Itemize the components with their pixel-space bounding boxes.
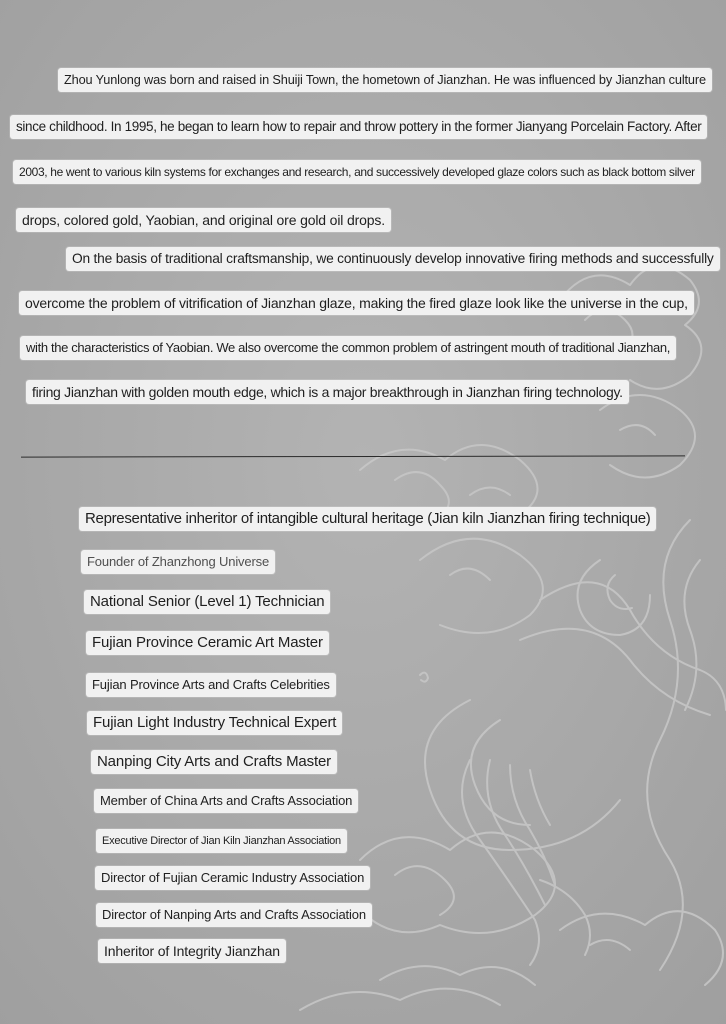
paragraph-line: Zhou Yunlong was born and raised in Shuiji Town, the hometown of Jianzhan. He was influenced by Jianzhan culture <box>58 68 712 92</box>
title-item: Fujian Province Ceramic Art Master <box>86 631 329 655</box>
title-item: Inheritor of Integrity Jianzhan <box>98 939 286 963</box>
paragraph-line: 2003, he went to various kiln systems for exchanges and research, and successively developed glaze colors such as black bottom silver <box>13 160 701 184</box>
paragraph-line: firing Jianzhan with golden mouth edge, which is a major breakthrough in Jianzhan firing technology. <box>26 380 629 404</box>
paragraph-line: with the characteristics of Yaobian. We also overcome the common problem of astringent mouth of traditional Jianzhan, <box>20 336 676 360</box>
title-item: Member of China Arts and Crafts Association <box>94 789 358 813</box>
paragraph-line: overcome the problem of vitrification of Jianzhan glaze, making the fired glaze look like the universe in the cup, <box>19 291 694 315</box>
title-item: Representative inheritor of intangible cultural heritage (Jian kiln Jianzhan firing technique) <box>79 507 656 531</box>
title-item: National Senior (Level 1) Technician <box>84 590 330 614</box>
title-item: Director of Nanping Arts and Crafts Association <box>96 903 372 927</box>
title-item: Executive Director of Jian Kiln Jianzhan Association <box>96 829 347 853</box>
paragraph-line: drops, colored gold, Yaobian, and original ore gold oil drops. <box>16 208 391 232</box>
paragraph-line: since childhood. In 1995, he began to learn how to repair and throw pottery in the former Jianyang Porcelain Factory. After <box>10 115 707 139</box>
paragraph-line: On the basis of traditional craftsmanship, we continuously develop innovative firing methods and successfully <box>66 247 720 271</box>
title-item: Founder of Zhanzhong Universe <box>81 550 275 574</box>
title-item: Nanping City Arts and Crafts Master <box>91 750 337 774</box>
title-item: Director of Fujian Ceramic Industry Association <box>95 866 370 890</box>
title-item: Fujian Province Arts and Crafts Celebrities <box>86 673 336 697</box>
title-item: Fujian Light Industry Technical Expert <box>87 711 342 735</box>
